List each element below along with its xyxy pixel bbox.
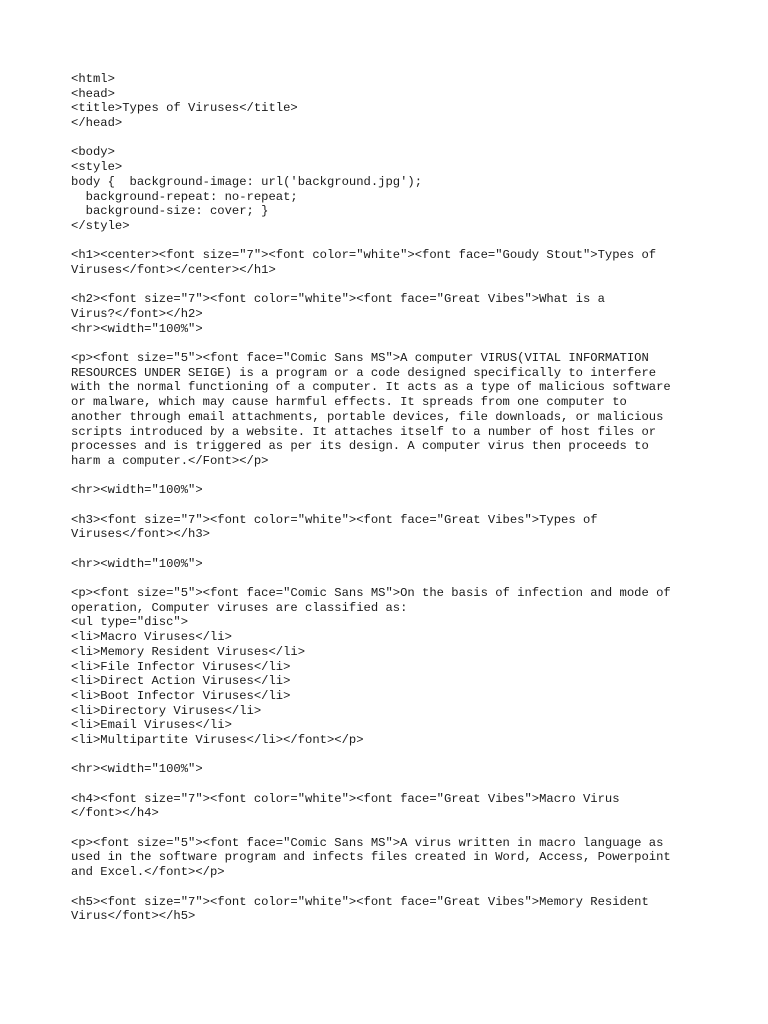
code-line: <li>File Infector Viruses</li> — [71, 659, 291, 674]
code-line: Virus</font></h5> — [71, 909, 196, 924]
classification-list-paragraph — [71, 586, 711, 748]
html-head-block — [71, 72, 711, 131]
hr-block-3 — [71, 762, 711, 777]
code-line: <h4><font size="7"><font color="white"><font face="Great Vibes">Macro Virus — [71, 791, 620, 806]
code-line: <style> — [71, 160, 123, 175]
code-line: <li>Directory Viruses</li> — [71, 703, 262, 718]
code-line: operation, Computer viruses are classified as: — [71, 600, 408, 615]
code-line: <body> — [71, 145, 115, 160]
code-line: <hr><width="100%"> — [71, 556, 203, 571]
virus-definition-paragraph — [71, 351, 711, 469]
code-line: <li>Memory Resident Viruses</li> — [71, 644, 306, 659]
code-line: <p><font size="5"><font face="Comic Sans MS">A virus written in macro language as — [71, 835, 664, 850]
h1-block — [71, 248, 711, 277]
code-line: <h3><font size="7"><font color="white"><font face="Great Vibes">Types of — [71, 512, 598, 527]
code-line: <head> — [71, 86, 115, 101]
code-line: <hr><width="100%"> — [71, 483, 203, 498]
code-line: harm a computer.</Font></p> — [71, 453, 269, 468]
code-line: <p><font size="5"><font face="Comic Sans MS">On the basis of infection and mode of — [71, 586, 671, 601]
code-line: Viruses</font></h3> — [71, 527, 210, 542]
h3-block — [71, 513, 711, 542]
code-line: <ul type="disc"> — [71, 615, 189, 630]
h4-block — [71, 792, 711, 821]
hr-block-1 — [71, 483, 711, 498]
code-line: <hr><width="100%"> — [71, 762, 203, 777]
code-line: <h1><center><font size="7"><font color="white"><font face="Goudy Stout">Types of — [71, 248, 657, 263]
code-line: <li>Direct Action Viruses</li> — [71, 674, 291, 689]
h5-block — [71, 895, 711, 924]
code-line: <h5><font size="7"><font color="white"><font face="Great Vibes">Memory Resident — [71, 894, 649, 909]
code-line: processes and is triggered as per its design. A computer virus then proceeds to — [71, 439, 649, 454]
body-style-block — [71, 145, 711, 233]
code-line: <li>Boot Infector Viruses</li> — [71, 688, 291, 703]
code-line: background-size: cover; } — [71, 204, 269, 219]
code-line: Virus?</font></h2> — [71, 307, 203, 321]
code-line: scripts introduced by a website. It attaches itself to a number of host files or — [71, 424, 657, 439]
code-line: <p><font size="5"><font face="Comic Sans MS">A computer VIRUS(VITAL INFORMATION — [71, 351, 649, 366]
code-line: <title>Types of Viruses</title> — [71, 101, 298, 116]
code-line: </head> — [71, 116, 123, 131]
code-line: Viruses</font></center></h1> — [71, 262, 276, 277]
code-line: </style> — [71, 218, 130, 233]
code-line: body { background-image: url('background.jpg'); — [71, 174, 423, 189]
code-line: <li>Multipartite Viruses</li></font></p> — [71, 732, 364, 747]
code-line: and Excel.</font></p> — [71, 865, 225, 880]
code-line: <li>Macro Viruses</li> — [71, 630, 232, 645]
macro-virus-paragraph — [71, 836, 711, 880]
code-line: <h2><font size="7"><font color="white"><font face="Great Vibes">What is a — [71, 292, 605, 307]
code-line: or malware, which may cause harmful effects. It spreads from one computer to — [71, 395, 627, 410]
hr-block-2 — [71, 557, 711, 572]
code-line: another through email attachments, portable devices, file downloads, or malicious — [71, 409, 664, 424]
code-line: used in the software program and infects files created in Word, Access, Powerpoint — [71, 850, 671, 865]
code-line: <html> — [71, 72, 115, 86]
code-line: with the normal functioning of a computer. It acts as a type of malicious software — [71, 380, 671, 395]
code-line: </font></h4> — [71, 806, 159, 821]
document-page — [71, 72, 711, 939]
code-line: background-repeat: no-repeat; — [71, 189, 298, 204]
code-line: <hr><width="100%"> — [71, 321, 203, 336]
code-line: <li>Email Viruses</li> — [71, 718, 232, 733]
code-line: RESOURCES UNDER SEIGE) is a program or a code designed specifically to interfere — [71, 365, 657, 380]
h2-block — [71, 292, 711, 336]
